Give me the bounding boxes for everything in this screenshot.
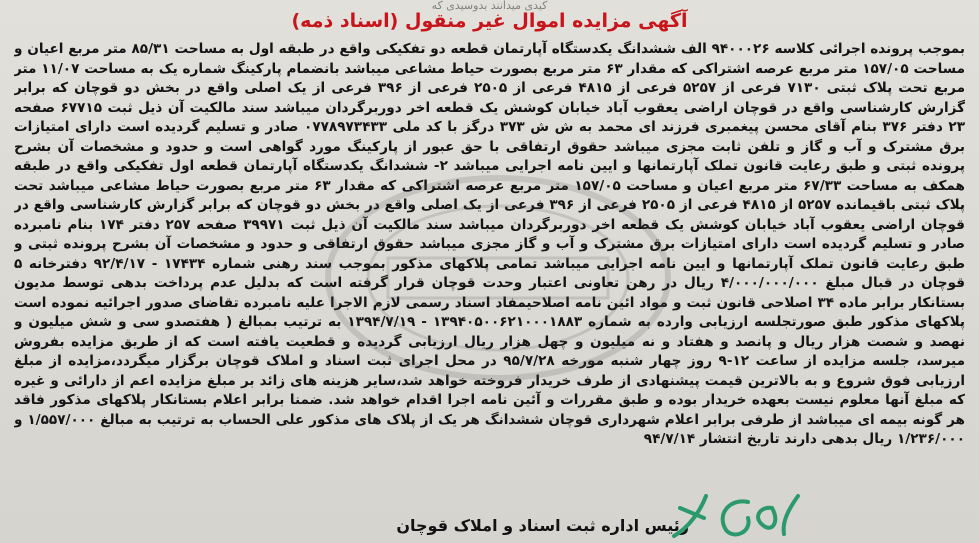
notice-title: آگهی مزایده اموال غیر منقول (اسناد ذمه) — [291, 10, 688, 32]
handwritten-number — [660, 488, 810, 543]
watermark-seal — [318, 168, 678, 388]
cropped-top-line: کیدی میدانند بدوسیدی که — [431, 0, 548, 12]
notice-body: بموجب پرونده اجرائی کلاسه ۹۴۰۰۰۲۶ الف ششدانگ یکدستگاه آپارتمان قطعه دو تفکیکی واقع در طبقه اول به مساحت ۸۵/۳۱ متر مربع اعیان و مساحت ۱۵۷/۰۵ متر مربع عرصه اشتراکی که مقدار ۶۳ متر مربع بصورت حیاط مشاعی میباشد بانضمام پارکینگ شماره یک به مساحت ۱۱/۰۷ متر مربع تحت پلاک ثبتی ۷۱۳۰ فرعی از ۵۲۵۷ فرعی از ۴۸۱۵ فرعی از ۲۵۰۵ فرعی از ۳۹۶ فرعی از یک اصلی واقع در بخش دو قوچان که برابر گزارش کارشناسی واقع در قوچان اراضی یعقوب آباد خیابان کوشش یک قطعه اخر دوربرگردان میباشد سند مالکیت آن ذیل ثبت ۶۷۷۱۵ صفحه ۲۳ دفتر ۳۷۶ بنام آقای محسن پیغمبری فرزند ای محمد به ش ش ۳۷۳ درگز با کد ملی ۰۷۷۸۹۷۳۴۳۳ صادر و تسلیم گردیده است دارای امتیازات برق مشترک و آب و گاز و تلفن ثابت مجزی میباشد حقوق ارتفاقی با حق عبور از پارکینگ مورد گواهی است و حدود و مشخصات آن بشرح پرونده ثبتی و طبق رعایت قانون تملک آپارتمانها و ایین نامه اجرایی میباشد ۲- ششدانگ یکدستگاه آپارتمان قطعه اول تفکیکی واقع در طبقه همکف به مساحت ۶۷/۳۳ متر مربع اعیان و مساحت ۱۵۷/۰۵ متر مربع عرصه اشتراکی که مقدار ۶۳ متر مربع بصورت حیاط مشاعی میباشد تحت پلاک ثبتی باقیمانده ۵۲۵۷ از ۴۸۱۵ فرعی از ۲۵۰۵ فرعی از ۳۹۶ فرعی از یک اصلی واقع در بخش دو قوچان که برابر گزارش کارشناسی واقع در قوچان اراضی یعقوب آباد خیابان کوشش یک قطعه اخر دوربرگردان میباشد سند مالکیت آن ذیل ثبت ۳۹۹۷۱ صفحه ۲۵۷ دفتر ۱۷۴ بنام نامبرده صادر و تسلیم گردیده است دارای امتیازات برق مشترک و آب و گاز مجزی میباشد حقوق ارتفاقی و حدود و مشخصات آن بشرح پرونده ثبتی و طبق رعایت قانون تملک آپارتمانها و ایین نامه اجرایی میباشد تمامی پلاکهای مذکور بموجب سند رهنی شماره ۱۷۴۳۴ - ۹۲/۴/۱۷ دفترخانه ۵ قوچان در قبال مبلغ ۴/۰۰۰/۰۰۰/۰۰۰ ریال در رهن تعاونی اعتبار وحدت قوچان قرار گرفته است که بدلیل عدم پرداخت بدهی توسط مدیون بستانکار برابر ماده ۳۴ اصلاحی قانون ثبت و مواد ائین نامه اصلاحیمفاد اسناد رسمی لازم الاجرا علیه نامبرده تقاضای صدور اجرائیه نموده است پلاکهای مذکور طبق صورتجلسه ارزیابی وارده به شماره ۱۳۹۴۰۵۰۰۶۲۱۰۰۰۱۸۸۳ - ۱۳۹۴/۷/۱۹ به ترتیب بمبالغ ( هفتصدو سی و شش میلیون و نهصد و شصت هزار ریال و پانصد و هفتاد و نه میلیون و چهل هزار ریال ارزیابی گردیده و قطعیت یافته است که از طریق مزایده بفروش میرسد، جلسه مزایده از ساعت ۱۲-۹ روز چهار شنبه مورخه ۹۵/۷/۲۸ در محل اجرای ثبت اسناد و املاک قوچان برگزار میگردد،مزایده از مبلغ ارزیابی فوق شروع و به بالاترین قیمت پیشنهادی از طرف خریدار فروخته خواهد شد،سایر هزینه های زائد بر مبلغ مزایده اعم از دارائی و غیره که مبلغ آنها معلوم نیست بعهده خریدار بوده و طبق مقررات و آئین نامه اجرا اقدام خواهد شد. ضمنا برابر اعلام بستانکار پلاکهای مذکور فاقد هر گونه بیمه ای میباشد از طرفی برابر اعلام شهرداری قوچان ششدانگ هر یک از پلاک های مذکور علی الحساب به ترتیب به مبالغ ۱/۵۵۷/۰۰۰ و ۱/۲۳۶/۰۰۰ ریال بدهی دارند تاریخ انتشار ۹۴/۷/۱۴ — [14, 41, 965, 447]
signature-line: رئیس اداره ثبت اسناد و املاک قوچان — [396, 516, 689, 535]
